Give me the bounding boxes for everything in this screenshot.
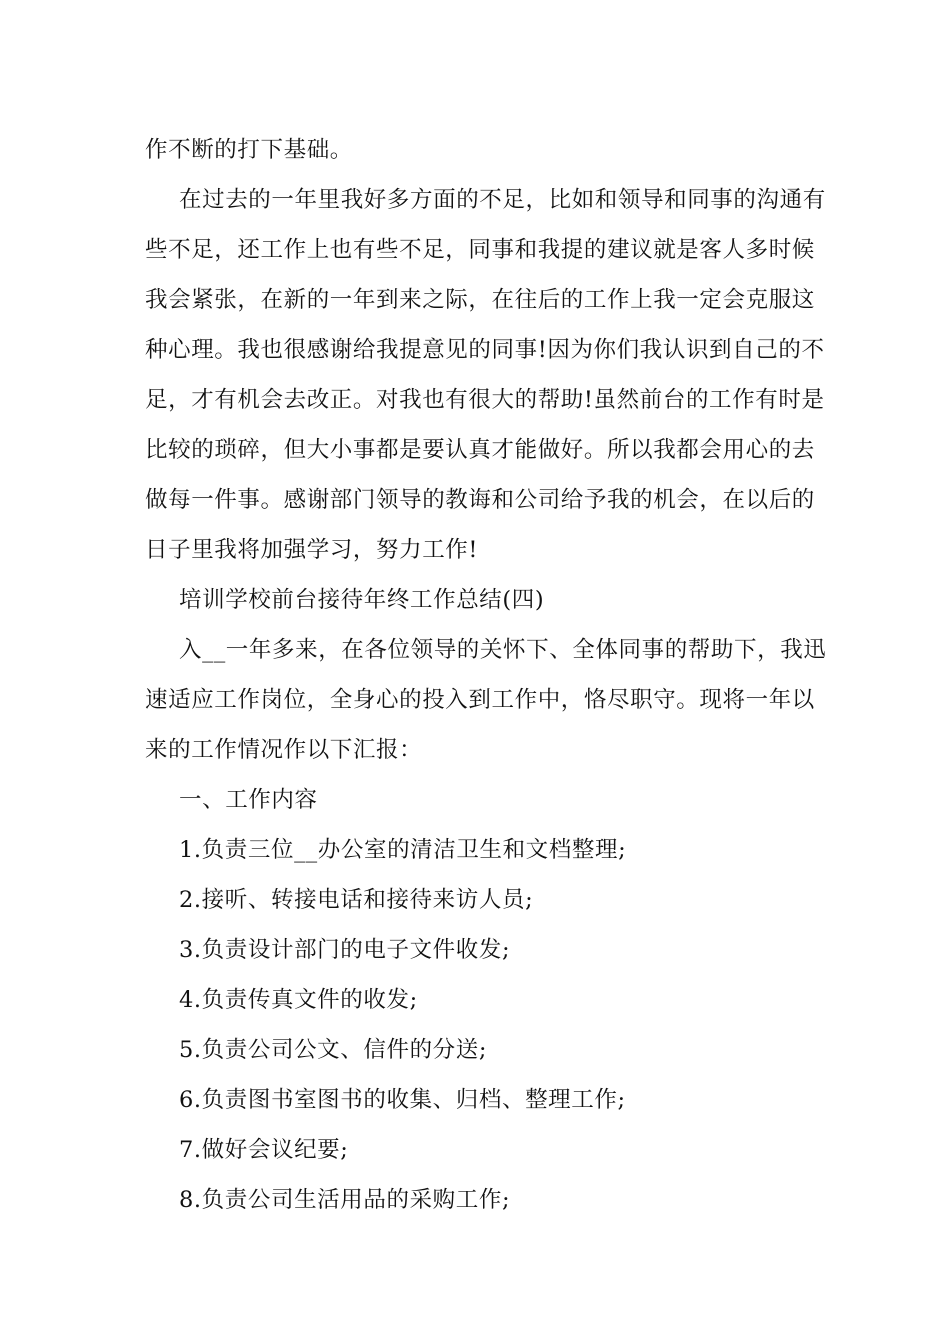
text-line: 日子里我将加强学习，努力工作! — [145, 537, 479, 563]
text-line: 些不足，还工作上也有些不足，同事和我提的建议就是客人多时候 — [145, 237, 815, 263]
list-item: 7.做好会议纪要; — [179, 1137, 349, 1163]
list-item: 5.负责公司公文、信件的分送; — [179, 1037, 488, 1063]
section-heading: 培训学校前台接待年终工作总结(四) — [179, 587, 545, 613]
list-item: 1.负责三位__办公室的清洁卫生和文档整理; — [179, 837, 627, 863]
list-item: 2.接听、转接电话和接待来访人员; — [179, 887, 534, 913]
text-line: 种心理。我也很感谢给我提意见的同事!因为你们我认识到自己的不 — [145, 337, 825, 363]
text-line: 来的工作情况作以下汇报： — [145, 737, 423, 763]
text-line: 我会紧张，在新的一年到来之际，在往后的工作上我一定会克服这 — [145, 287, 815, 313]
text-line: 速适应工作岗位，全身心的投入到工作中，恪尽职守。现将一年以 — [145, 687, 815, 713]
list-item: 3.负责设计部门的电子文件收发; — [179, 937, 511, 963]
list-item: 4.负责传真文件的收发; — [179, 987, 418, 1013]
text-line: 足，才有机会去改正。对我也有很大的帮助!虽然前台的工作有时是 — [145, 387, 825, 413]
text-line: 做每一件事。感谢部门领导的教诲和公司给予我的机会，在以后的 — [145, 487, 815, 513]
text-line: 入__一年多来，在各位领导的关怀下、全体同事的帮助下，我迅 — [179, 637, 827, 663]
text-line: 在过去的一年里我好多方面的不足，比如和领导和同事的沟通有 — [179, 187, 826, 213]
text-line: 比较的琐碎，但大小事都是要认真才能做好。所以我都会用心的去 — [145, 437, 815, 463]
list-item: 6.负责图书室图书的收集、归档、整理工作; — [179, 1087, 626, 1113]
subsection-heading: 一、工作内容 — [179, 787, 318, 813]
list-item: 8.负责公司生活用品的采购工作; — [179, 1187, 511, 1213]
text-line: 作不断的打下基础。 — [145, 137, 353, 163]
